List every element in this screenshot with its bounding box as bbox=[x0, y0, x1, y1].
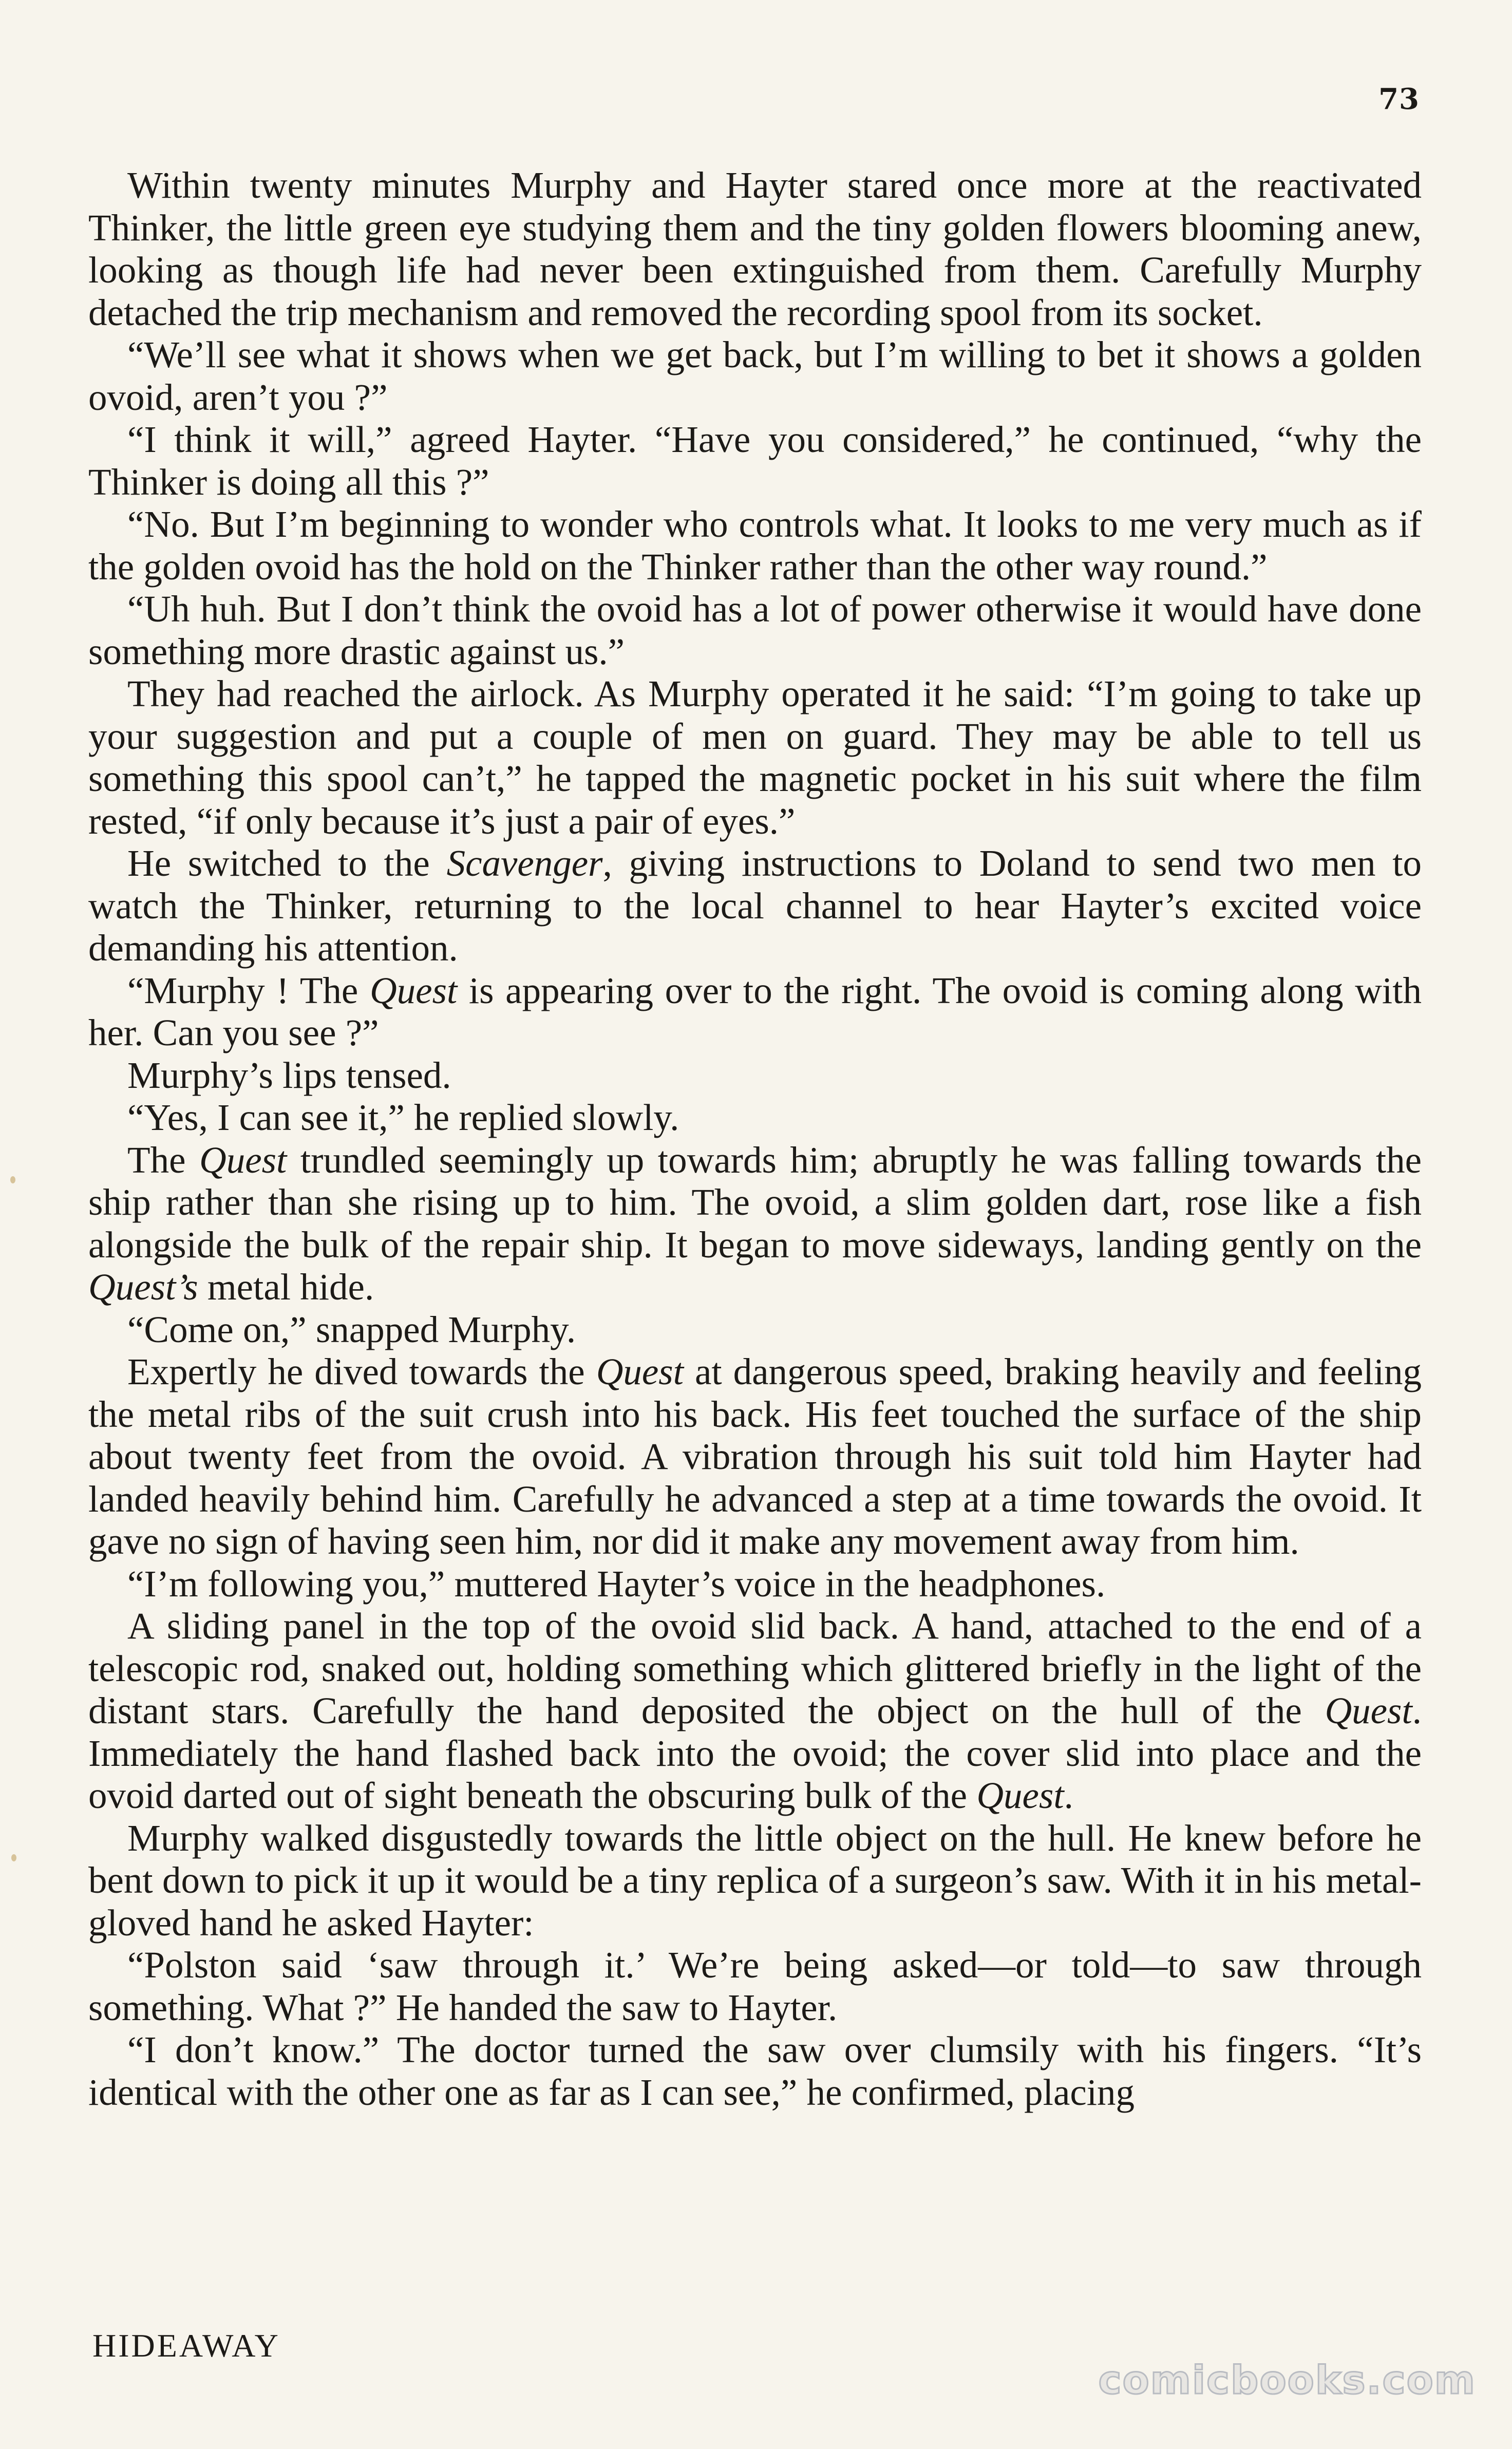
running-footer-title: HIDEAWAY bbox=[92, 2327, 280, 2364]
paragraph bbox=[88, 1097, 1422, 1139]
text-run: Within twenty minutes Murphy and Hayter stared once more at the reactivated Thinker, the little green eye studying them and the tiny golden flowers blooming anew, looking as though life had never been extinguished from them. Carefully Murphy detached the trip mechanism and removed the recording spool from its socket. bbox=[88, 164, 1422, 333]
paragraph bbox=[88, 334, 1422, 419]
italic-text: Scavenger bbox=[446, 842, 603, 884]
page-number: 73 bbox=[1378, 82, 1420, 116]
paragraph bbox=[88, 2029, 1422, 2114]
text-run: Murphy’s lips tensed. bbox=[127, 1054, 451, 1096]
italic-text: Quest bbox=[976, 1775, 1064, 1816]
text-run: He switched to the bbox=[127, 842, 447, 884]
text-run: “Yes, I can see it,” he replied slowly. bbox=[127, 1097, 679, 1138]
paragraph bbox=[88, 503, 1422, 588]
paragraph bbox=[88, 1817, 1422, 1945]
italic-text: Quest’s bbox=[88, 1266, 198, 1308]
text-run: . bbox=[1064, 1775, 1073, 1816]
paragraph bbox=[88, 588, 1422, 673]
text-run: . Immediately the hand flashed back into the ovoid; the cover slid into place and the ovoid darted out of sight beneath the obscuring bulk of the bbox=[88, 1690, 1422, 1816]
watermark-logo: comicbooks.com bbox=[1098, 2357, 1476, 2403]
italic-text: Quest bbox=[1325, 1690, 1412, 1731]
paragraph bbox=[88, 1309, 1422, 1351]
text-run: A sliding panel in the top of the ovoid slid back. A hand, attached to the end of a telescopic rod, snaked out, holding something which glittered briefly in the light of the distant stars. Carefully the hand deposited the object on the hull of the bbox=[88, 1605, 1422, 1731]
text-run: They had reached the airlock. As Murphy operated it he said: “I’m going to take up your suggestion and put a couple of men on guard. They may be able to tell us something this spool can’t,” he tapped the magnetic pocket in his suit where the film rested, “if only because it’s just a pair of eyes.” bbox=[88, 673, 1422, 842]
paragraph bbox=[88, 419, 1422, 503]
paragraph bbox=[88, 842, 1422, 970]
paragraph bbox=[88, 970, 1422, 1054]
text-run: “We’ll see what it shows when we get back, but I’m willing to bet it shows a golden ovoid, aren’t you ?” bbox=[88, 334, 1422, 418]
italic-text: Quest bbox=[199, 1139, 287, 1181]
text-run: “I don’t know.” The doctor turned the saw over clumsily with his fingers. “It’s identical with the other one as far as I can see,” he confirmed, placing bbox=[88, 2029, 1422, 2113]
italic-text: Quest bbox=[369, 969, 458, 1011]
text-run: Expertly he dived towards the bbox=[127, 1351, 596, 1392]
text-run: Murphy walked disgustedly towards the little object on the hull. He knew before he bent down to pick it up it would be a tiny replica of a surgeon’s saw. With it in his metal-gloved hand he asked Hayter: bbox=[88, 1817, 1422, 1944]
text-run: “Polston said ‘saw through it.’ We’re being asked—or told—to saw through something. What ?” He handed the saw to Hayter. bbox=[88, 1944, 1422, 2028]
paragraph bbox=[88, 673, 1422, 842]
text-run: , giving instructions to Doland to send two men to watch the Thinker, returning to the local channel to hear Hayter’s excited voice demanding his attention. bbox=[88, 842, 1422, 969]
paragraph bbox=[88, 1139, 1422, 1309]
story-text bbox=[88, 164, 1422, 2281]
paragraph bbox=[88, 1944, 1422, 2029]
text-run: trundled seemingly up towards him; abruptly he was falling towards the ship rather than she rising up to him. The ovoid, a slim golden dart, rose like a fish alongside the bulk of the repair ship. It began to move sideways, landing gently on the bbox=[88, 1139, 1422, 1266]
paper-speck bbox=[10, 1176, 15, 1183]
text-run: “I’m following you,” muttered Hayter’s voice in the headphones. bbox=[127, 1562, 1106, 1605]
paragraph bbox=[88, 1054, 1422, 1097]
paragraph bbox=[88, 1351, 1422, 1563]
text-run: “Come on,” snapped Murphy. bbox=[127, 1308, 576, 1350]
text-run: “Uh huh. But I don’t think the ovoid has a lot of power otherwise it would have done something more drastic against us.” bbox=[88, 588, 1422, 672]
italic-text: Quest bbox=[596, 1351, 684, 1392]
text-run: “No. But I’m beginning to wonder who controls what. It looks to me very much as if the golden ovoid has the hold on the Thinker rather than the other way round.” bbox=[88, 503, 1422, 588]
text-run: is appearing over to the right. The ovoid is coming along with her. Can you see ?” bbox=[88, 969, 1422, 1053]
paper-speck bbox=[11, 1854, 16, 1861]
text-run: at dangerous speed, braking heavily and feeling the metal ribs of the suit crush into his back. His feet touched the surface of the ship about twenty feet from the ovoid. A vibration through his suit told him Hayter had landed heavily behind him. Carefully he advanced a step at a time towards the ovoid. It gave no sign of having seen him, nor did it make any movement away from him. bbox=[88, 1351, 1422, 1562]
text-run: The bbox=[127, 1139, 200, 1181]
paragraph bbox=[88, 1605, 1422, 1817]
text-run: metal hide. bbox=[198, 1266, 374, 1308]
paragraph bbox=[88, 1563, 1422, 1606]
text-run: “Murphy ! The bbox=[127, 969, 370, 1011]
text-run: “I think it will,” agreed Hayter. “Have you considered,” he continued, “why the Thinker is doing all this ?” bbox=[88, 419, 1422, 503]
paragraph bbox=[88, 164, 1422, 334]
